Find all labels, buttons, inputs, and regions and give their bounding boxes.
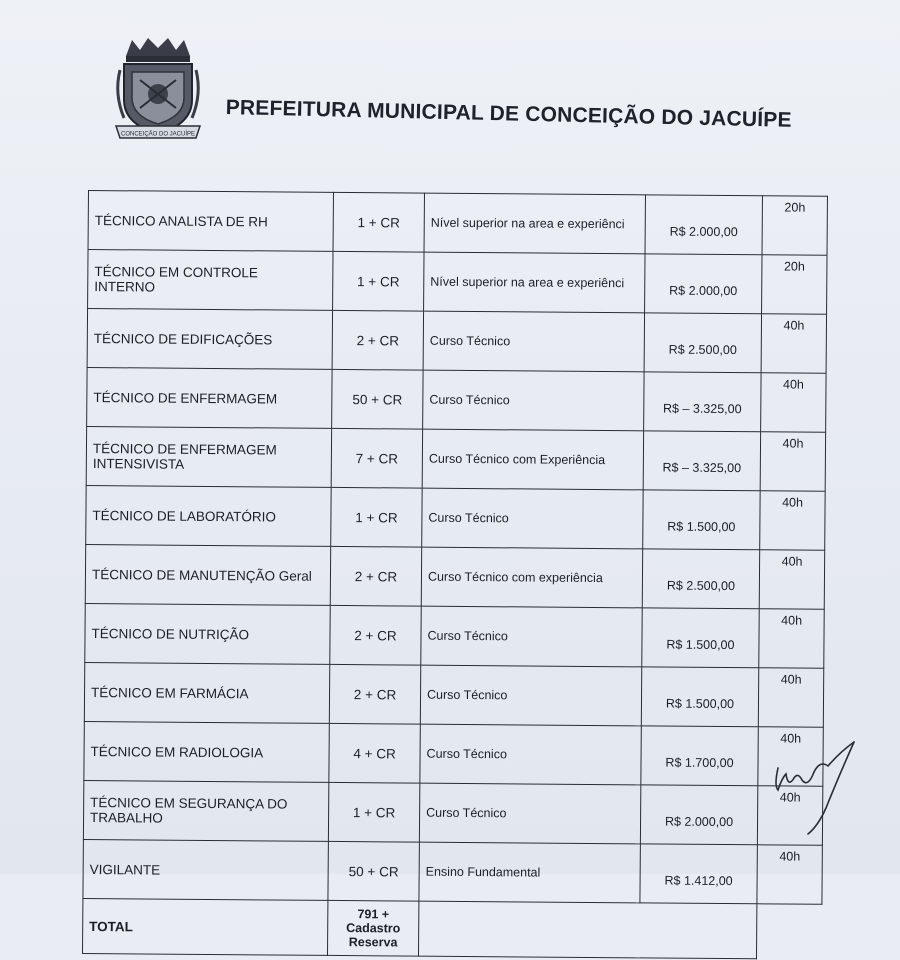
table-row <box>84 662 823 727</box>
requisito-cell: Ensino Fundamental <box>419 842 640 903</box>
municipal-crest-icon <box>112 34 204 146</box>
crest-ribbon-text: CONCEIÇÃO DO JACUÍPE <box>120 131 196 138</box>
page-title: PREFEITURA MUNICIPAL DE CONCEIÇÃO DO JACUÍPE <box>225 96 792 132</box>
table-row <box>85 544 824 609</box>
cargo-line: INTERNO <box>94 279 156 295</box>
requisito-cell: Curso Técnico <box>423 370 644 431</box>
vagas-cell: 2 + CR <box>330 605 421 665</box>
requisito-cell: Curso Técnico <box>419 783 640 844</box>
vagas-cell: 4 + CR <box>329 723 420 783</box>
handwritten-signature <box>768 738 864 838</box>
cargo-cell <box>86 426 331 487</box>
vagas-cell: 2 + CR <box>330 546 421 606</box>
vagas-cell: 1 + CR <box>331 487 422 547</box>
total-blank <box>756 904 821 960</box>
salario-cell: R$ 1.500,00 <box>641 667 758 727</box>
vagas-cell: 1 + CR <box>328 782 419 842</box>
carga-horaria-cell: 40h <box>760 491 825 551</box>
total-empty-cell <box>418 901 756 959</box>
vagas-cell: 50 + CR <box>332 369 423 429</box>
salario-cell: R$ – 3.325,00 <box>644 372 761 432</box>
cargo-line: TÉCNICO EM CONTROLE <box>94 264 258 281</box>
cargo-cell <box>87 309 332 370</box>
requisito-cell: Nível superior na area e experiênci <box>424 252 645 313</box>
salario-cell: R$ 1.500,00 <box>643 490 760 550</box>
positions-table <box>82 190 828 960</box>
cargo-cell <box>88 250 333 311</box>
vagas-cell: 1 + CR <box>333 251 424 311</box>
cargo-cell <box>86 485 331 546</box>
salario-cell: R$ 2.000,00 <box>640 785 757 845</box>
salario-cell: R$ 2.000,00 <box>645 195 762 255</box>
salario-cell: R$ – 3.325,00 <box>643 431 760 491</box>
cargo-cell <box>85 603 330 664</box>
carga-horaria-cell: 40h <box>760 432 825 492</box>
carga-horaria-cell: 40h <box>759 550 824 610</box>
cargo-line: TÉCNICO DE NUTRIÇÃO <box>91 625 250 642</box>
positions-table-body <box>83 191 828 960</box>
carga-horaria-cell: 40h <box>758 668 823 728</box>
vagas-cell: 50 + CR <box>328 841 419 901</box>
vagas-cell: 1 + CR <box>333 192 424 252</box>
carga-horaria-cell: 40h <box>761 314 826 374</box>
carga-horaria-cell: 20h <box>762 196 827 256</box>
table-row <box>84 721 823 786</box>
carga-horaria-cell: 40h <box>759 609 824 669</box>
requisito-cell: Curso Técnico com Experiência <box>422 429 643 490</box>
cargo-line: TÉCNICO EM RADIOLOGIA <box>90 743 264 760</box>
requisito-cell: Curso Técnico <box>420 724 641 785</box>
cargo-line: INTENSIVISTA <box>92 456 185 472</box>
table-row <box>86 485 825 550</box>
cargo-line: TÉCNICO EM SEGURANÇA DO <box>90 795 288 812</box>
salario-cell: R$ 2.500,00 <box>642 549 759 609</box>
table-row <box>86 426 825 491</box>
carga-horaria-cell: 20h <box>762 255 827 315</box>
cargo-line: TÉCNICO DE MANUTENÇÃO Geral <box>91 566 312 584</box>
cargo-cell <box>84 721 329 782</box>
carga-horaria-cell: 40h <box>761 373 826 433</box>
salario-cell: R$ 1.412,00 <box>640 844 757 904</box>
requisito-cell: Nível superior na area e experiênci <box>424 193 645 254</box>
requisito-cell: Curso Técnico <box>422 488 643 549</box>
total-label: TOTAL <box>83 898 328 955</box>
requisito-cell: Curso Técnico <box>423 311 644 372</box>
salario-cell: R$ 1.500,00 <box>642 608 759 668</box>
cargo-cell <box>84 662 329 723</box>
cargo-line: TÉCNICO ANALISTA DE RH <box>94 212 268 229</box>
positions-table-wrapper <box>82 190 828 960</box>
total-vagas-line: Cadastro <box>346 921 401 936</box>
total-vagas-line: 791 + <box>357 907 390 922</box>
requisito-cell: Curso Técnico <box>420 665 641 726</box>
total-row <box>83 898 822 959</box>
cargo-cell <box>85 544 330 605</box>
table-row <box>83 839 822 904</box>
table-row <box>87 309 826 374</box>
carga-horaria-cell: 40h <box>757 845 822 905</box>
cargo-cell <box>83 839 328 900</box>
cargo-line: TRABALHO <box>90 810 163 826</box>
cargo-line: TÉCNICO DE LABORATÓRIO <box>92 507 277 524</box>
cargo-line: VIGILANTE <box>89 861 161 878</box>
table-row <box>88 250 827 315</box>
vagas-cell: 2 + CR <box>332 310 423 370</box>
cargo-cell <box>88 191 333 252</box>
salario-cell: R$ 2.000,00 <box>645 254 762 314</box>
total-vagas-line: Reserva <box>348 935 398 950</box>
cargo-line: TÉCNICO DE ENFERMAGEM <box>92 441 277 458</box>
table-row <box>88 191 827 256</box>
table-row <box>83 780 822 845</box>
total-vagas-cell <box>327 900 418 956</box>
vagas-cell: 2 + CR <box>329 664 420 724</box>
requisito-cell: Curso Técnico <box>421 606 642 667</box>
cargo-line: TÉCNICO EM FARMÁCIA <box>90 684 249 701</box>
carga-horaria-cell: 40h <box>757 786 822 846</box>
cargo-line: TÉCNICO DE ENFERMAGEM <box>93 389 278 406</box>
table-row <box>85 603 824 668</box>
salario-cell: R$ 2.500,00 <box>644 313 761 373</box>
salario-cell: R$ 1.700,00 <box>641 726 758 786</box>
table-row <box>87 367 826 432</box>
cargo-cell <box>83 780 328 841</box>
cargo-line: TÉCNICO DE EDIFICAÇÕES <box>93 330 273 347</box>
requisito-cell: Curso Técnico com experiência <box>421 547 642 608</box>
vagas-cell: 7 + CR <box>331 428 422 488</box>
carga-horaria-cell: 40h <box>758 727 823 787</box>
cargo-cell <box>87 367 332 428</box>
